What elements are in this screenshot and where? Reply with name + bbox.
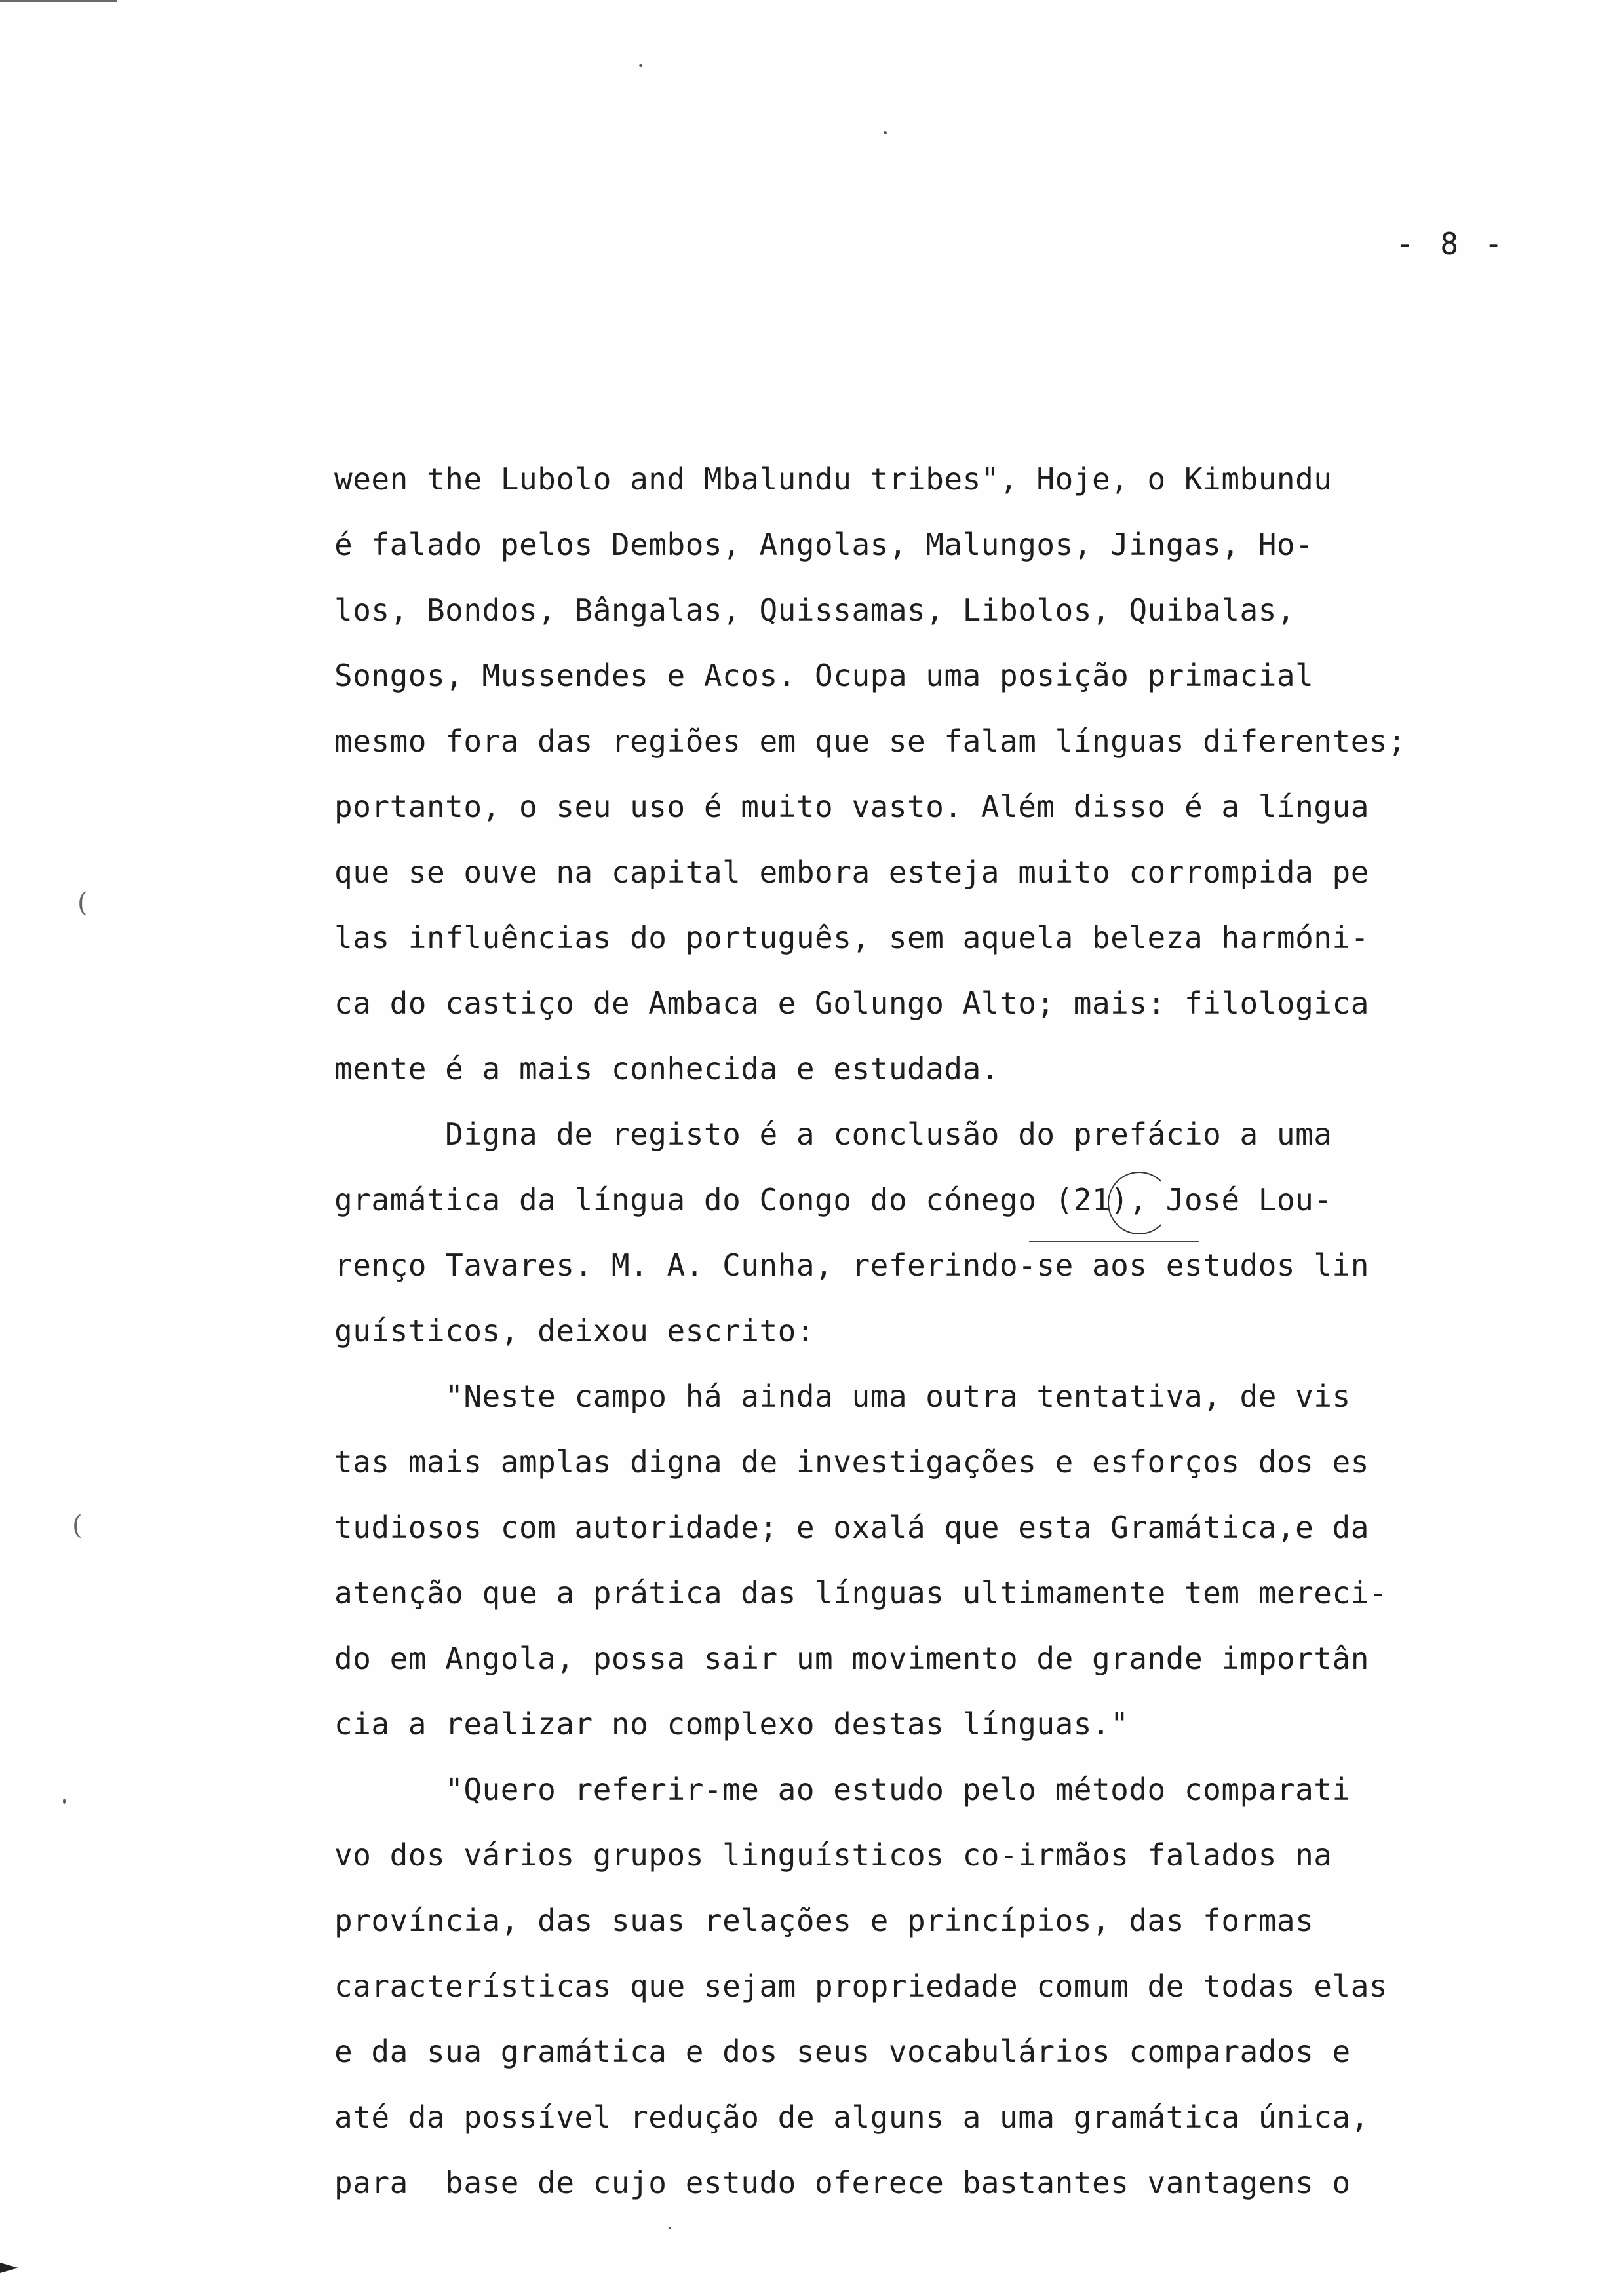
body-line: mente é a mais conhecida e estudada.: [334, 1051, 1000, 1086]
body-line: do em Angola, possa sair um movimento de grande importân: [334, 1641, 1369, 1676]
body-line: província, das suas relações e princípios, das formas: [334, 1903, 1314, 1938]
page-number: - 8 -: [1396, 226, 1507, 261]
body-line: las influências do português, sem aquela beleza harmóni-: [334, 920, 1369, 955]
margin-bracket-mark: (: [72, 1510, 83, 1540]
body-line: "Quero referir-me ao estudo pelo método comparati: [334, 1772, 1351, 1807]
body-line: atenção que a prática das línguas ultimamente tem mereci-: [334, 1575, 1388, 1611]
body-line: ca do castiço de Ambaca e Golungo Alto; mais: filologica: [334, 985, 1369, 1021]
body-line: gramática da língua do Congo do cónego (21), José Lou-: [334, 1182, 1333, 1217]
body-line: tas mais amplas digna de investigações e esforços dos es: [334, 1444, 1369, 1480]
body-line: guísticos, deixou escrito:: [334, 1313, 815, 1349]
body-line: é falado pelos Dembos, Angolas, Malungos, Jingas, Ho-: [334, 527, 1314, 562]
scan-speck: [669, 2227, 671, 2229]
body-line: Songos, Mussendes e Acos. Ocupa uma posição primacial: [334, 658, 1314, 693]
body-line: cia a realizar no complexo destas línguas.": [334, 1706, 1129, 1742]
body-line: que se ouve na capital embora esteja muito corrompida pe: [334, 854, 1369, 890]
body-line: até da possível redução de alguns a uma gramática única,: [334, 2099, 1369, 2135]
body-line: mesmo fora das regiões em que se falam línguas diferentes;: [334, 723, 1407, 759]
body-line: características que sejam propriedade comum de todas elas: [334, 1968, 1388, 2004]
footnote-underline-mark: [1029, 1241, 1199, 1242]
scan-speck: [884, 131, 887, 134]
body-line: vo dos vários grupos linguísticos co-irmãos falados na: [334, 1837, 1333, 1873]
scan-speck: [639, 64, 642, 67]
body-line: portanto, o seu uso é muito vasto. Além disso é a língua: [334, 789, 1369, 824]
body-line: para base de cujo estudo oferece bastantes vantagens o: [334, 2165, 1351, 2200]
body-line: Digna de registo é a conclusão do prefácio a uma: [334, 1117, 1333, 1152]
margin-bracket-mark: (: [77, 888, 88, 918]
body-line: los, Bondos, Bângalas, Quissamas, Libolos, Quibalas,: [334, 592, 1296, 628]
body-line: renço Tavares. M. A. Cunha, referindo-se aos estudos lin: [334, 1248, 1369, 1283]
top-edge-rule: [0, 0, 117, 2]
body-line: e da sua gramática e dos seus vocabulários comparados e: [334, 2034, 1351, 2069]
body-line: tudiosos com autoridade; e oxalá que esta Gramática,e da: [334, 1510, 1369, 1545]
scan-speck: [63, 1799, 66, 1804]
body-line: ween the Lubolo and Mbalundu tribes", Hoje, o Kimbundu: [334, 461, 1333, 497]
body-line: "Neste campo há ainda uma outra tentativa, de vis: [334, 1379, 1351, 1414]
margin-arrow-mark: [0, 2263, 18, 2273]
